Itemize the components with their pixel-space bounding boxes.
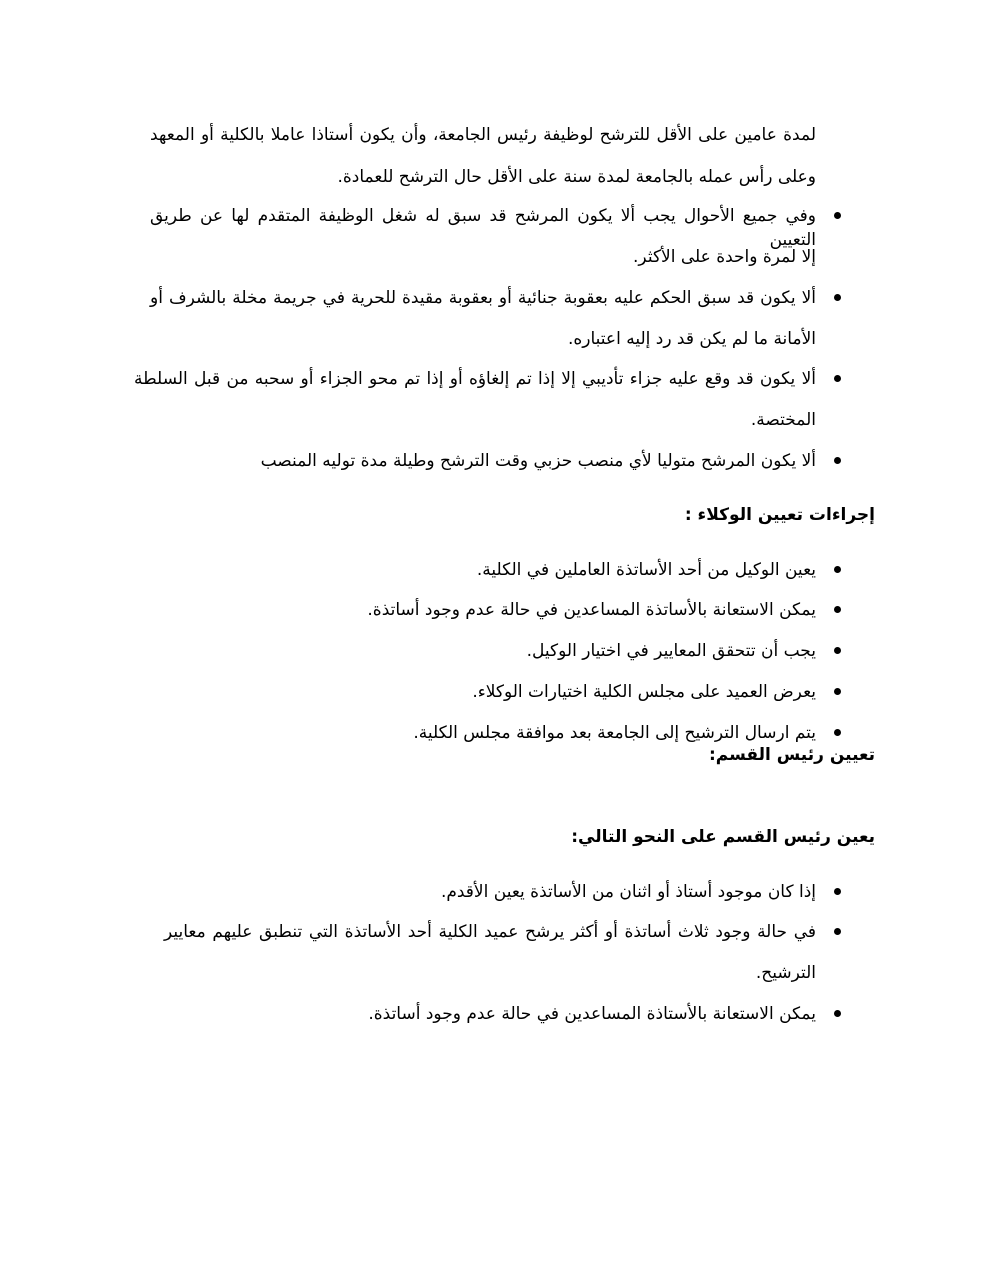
condition-2-line-2: الأمانة ما لم يكن قد رد إليه اعتباره. — [567, 329, 816, 349]
bullet-icon — [834, 294, 841, 301]
condition-2-line-1: ألا يكون قد سبق الحكم عليه بعقوبة جنائية أو بعقوبة مقيدة للحرية في جريمة مخلة بالشرف أو — [150, 288, 816, 308]
department-head-item-2-line-2: الترشيح. — [755, 963, 816, 983]
bullet-icon — [834, 647, 841, 654]
condition-3-line-1: ألا يكون قد وقع عليه جزاء تأديبي إلا إذا تم إلغاؤه أو إذا تم محو الجزاء أو سحبه من قبل السلطة — [134, 369, 816, 389]
bullet-icon — [834, 606, 841, 613]
deputies-item-5: يتم ارسال الترشيح إلى الجامعة بعد موافقة مجلس الكلية. — [413, 723, 816, 743]
condition-3-line-2: المختصة. — [750, 410, 816, 430]
continuation-line-1: لمدة عامين على الأقل للترشح لوظيفة رئيس الجامعة، وأن يكون أستاذا عاملا بالكلية أو المعهد — [150, 125, 816, 145]
deputies-item-4: يعرض العميد على مجلس الكلية اختيارات الوكلاء. — [472, 682, 816, 702]
condition-1-line-2: إلا لمرة واحدة على الأكثر. — [633, 247, 816, 267]
bullet-icon — [834, 375, 841, 382]
department-head-item-1: إذا كان موجود أستاذ أو اثنان من الأساتذة يعين الأقدم. — [440, 882, 816, 902]
department-head-item-2-line-1: في حالة وجود ثلاث أساتذة أو أكثر يرشح عميد الكلية أحد الأساتذة التي تنطبق عليهم معايير — [164, 922, 816, 942]
department-head-item-3: يمكن الاستعانة بالأستاذة المساعدين في حالة عدم وجود أساتذة. — [368, 1004, 816, 1024]
deputies-heading: إجراءات تعيين الوكلاء : — [684, 505, 875, 525]
department-head-subheading: يعين رئيس القسم على النحو التالي: — [571, 827, 875, 847]
bullet-icon — [834, 1010, 841, 1017]
bullet-icon — [834, 928, 841, 935]
continuation-line-2: وعلى رأس عمله بالجامعة لمدة سنة على الأقل حال الترشح للعمادة. — [337, 167, 816, 187]
bullet-icon — [834, 729, 841, 736]
deputies-item-3: يجب أن تتحقق المعايير في اختيار الوكيل. — [526, 641, 816, 661]
bullet-icon — [834, 212, 841, 219]
deputies-item-2: يمكن الاستعانة بالأساتذة المساعدين في حالة عدم وجود أساتذة. — [367, 600, 816, 620]
condition-1-line-1: وفي جميع الأحوال يجب ألا يكون المرشح قد سبق له شغل الوظيفة المتقدم لها عن طريق التعيين — [150, 206, 816, 250]
condition-4-line-1: ألا يكون المرشح متوليا لأي منصب حزبي وقت الترشح وطيلة مدة توليه المنصب — [260, 451, 816, 471]
deputies-item-1: يعين الوكيل من أحد الأساتذة العاملين في الكلية. — [476, 560, 816, 580]
department-head-heading: تعيين رئيس القسم: — [708, 745, 875, 765]
bullet-icon — [834, 688, 841, 695]
bullet-icon — [834, 888, 841, 895]
bullet-icon — [834, 566, 841, 573]
bullet-icon — [834, 457, 841, 464]
